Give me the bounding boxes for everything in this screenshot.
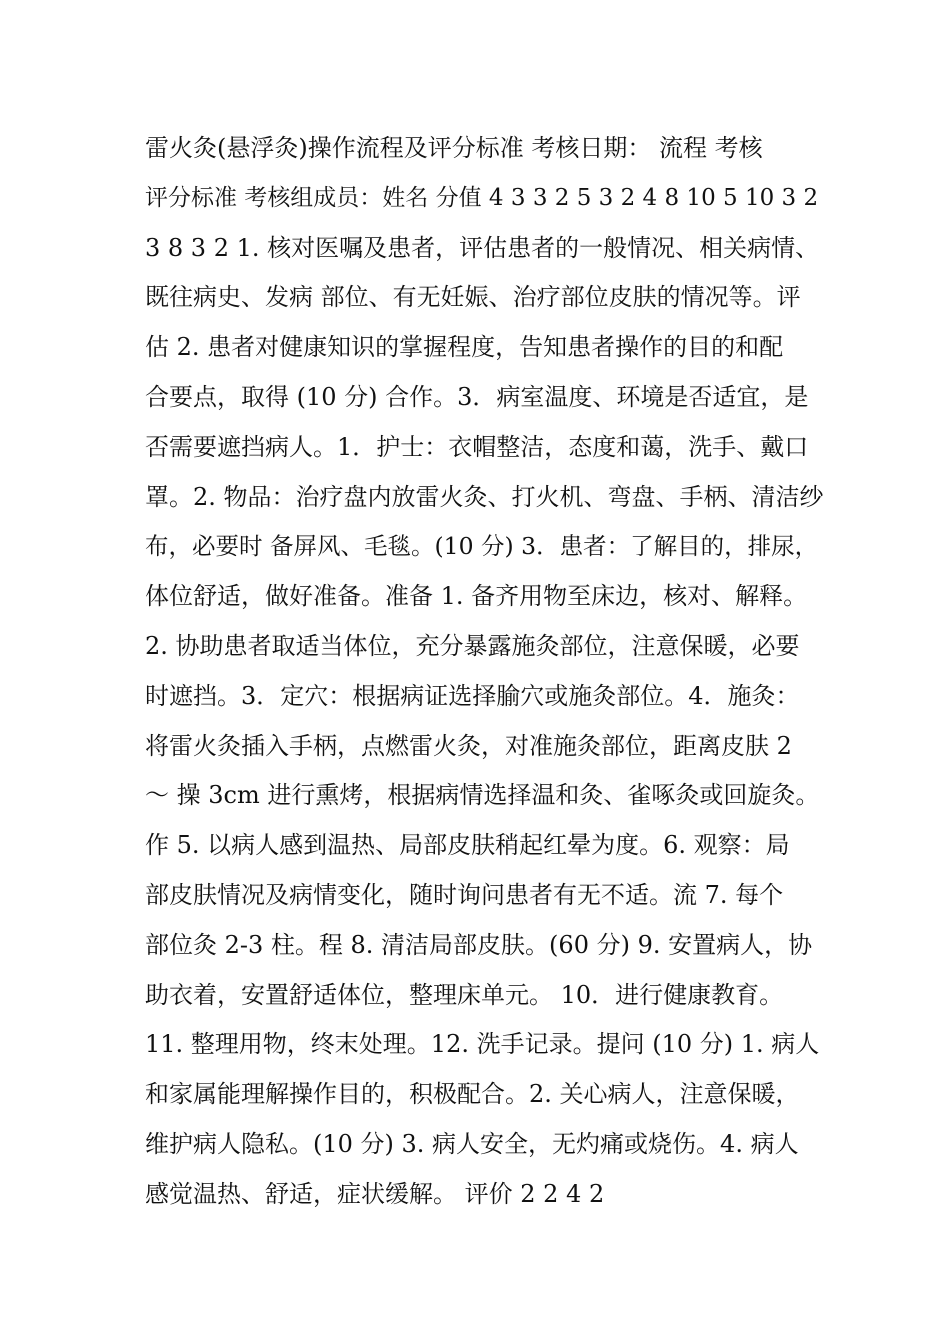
document-text-line: 既往病史、发病 部位、有无妊娠、治疗部位皮肤的情况等。评 <box>145 283 801 312</box>
document-text-line: 将雷火灸插入手柄，点燃雷火灸，对准施灸部位，距离皮肤 2 <box>145 731 792 760</box>
document-text-line: 作 5. 以病人感到温热、局部皮肤稍起红晕为度。6. 观察：局 <box>145 831 790 860</box>
document-text-line: 合要点，取得 (10 分) 合作。3．病室温度、环境是否适宜，是 <box>145 382 809 411</box>
document-text-line: 2. 协助患者取适当体位，充分暴露施灸部位，注意保暖，必要 <box>145 631 800 660</box>
document-text-line: 估 2. 患者对健康知识的掌握程度，告知患者操作的目的和配 <box>145 333 784 362</box>
document-text-line: 和家属能理解操作目的，积极配合。2. 关心病人，注意保暖， <box>145 1080 800 1109</box>
document-text-line: 评分标准 考核组成员：姓名 分值 4 3 3 2 5 3 2 4 8 10 5 10 3 2 <box>145 184 819 211</box>
document-text-line: 罩。2. 物品：治疗盘内放雷火灸、打火机、弯盘、手柄、清洁纱 <box>145 482 824 511</box>
document-text-line: 11. 整理用物，终末处理。12. 洗手记录。提问 (10 分) 1. 病人 <box>145 1030 820 1059</box>
document-text-line: 时遮挡。3．定穴：根据病证选择腧穴或施灸部位。4．施灸： <box>145 681 800 710</box>
document-text-line: 布，必要时 备屏风、毛毯。(10 分) 3．患者：了解目的，排尿， <box>145 532 819 561</box>
document-text-line: 维护病人隐私。(10 分) 3. 病人安全，无灼痛或烧伤。4. 病人 <box>145 1129 799 1158</box>
document-text-line: 雷火灸(悬浮灸)操作流程及评分标准 考核日期： 流程 考核 <box>145 134 763 162</box>
document-body <box>145 128 825 1224</box>
document-text-line: 部皮肤情况及病情变化，随时询问患者有无不适。流 7. 每个 <box>145 880 784 909</box>
document-text-line: 感觉温热、舒适，症状缓解。 评价 2 2 4 2 <box>145 1179 605 1208</box>
document-text-line: 3 8 3 2 1. 核对医嘱及患者，评估患者的一般情况、相关病情、 <box>145 233 820 262</box>
document-text-line: 体位舒适，做好准备。准备 1. 备齐用物至床边，核对、解释。 <box>145 582 808 611</box>
document-text-line: ～ 操 3cm 进行熏烤，根据病情选择温和灸、雀啄灸或回旋灸。 <box>145 781 820 810</box>
document-text-line: 部位灸 2-3 柱。程 8. 清洁局部皮肤。(60 分) 9. 安置病人，协 <box>145 930 813 959</box>
document-text-line: 助衣着，安置舒适体位，整理床单元。 10．进行健康教育。 <box>145 980 784 1009</box>
document-text-line: 否需要遮挡病人。1．护士：衣帽整洁，态度和蔼，洗手、戴口 <box>145 432 809 461</box>
